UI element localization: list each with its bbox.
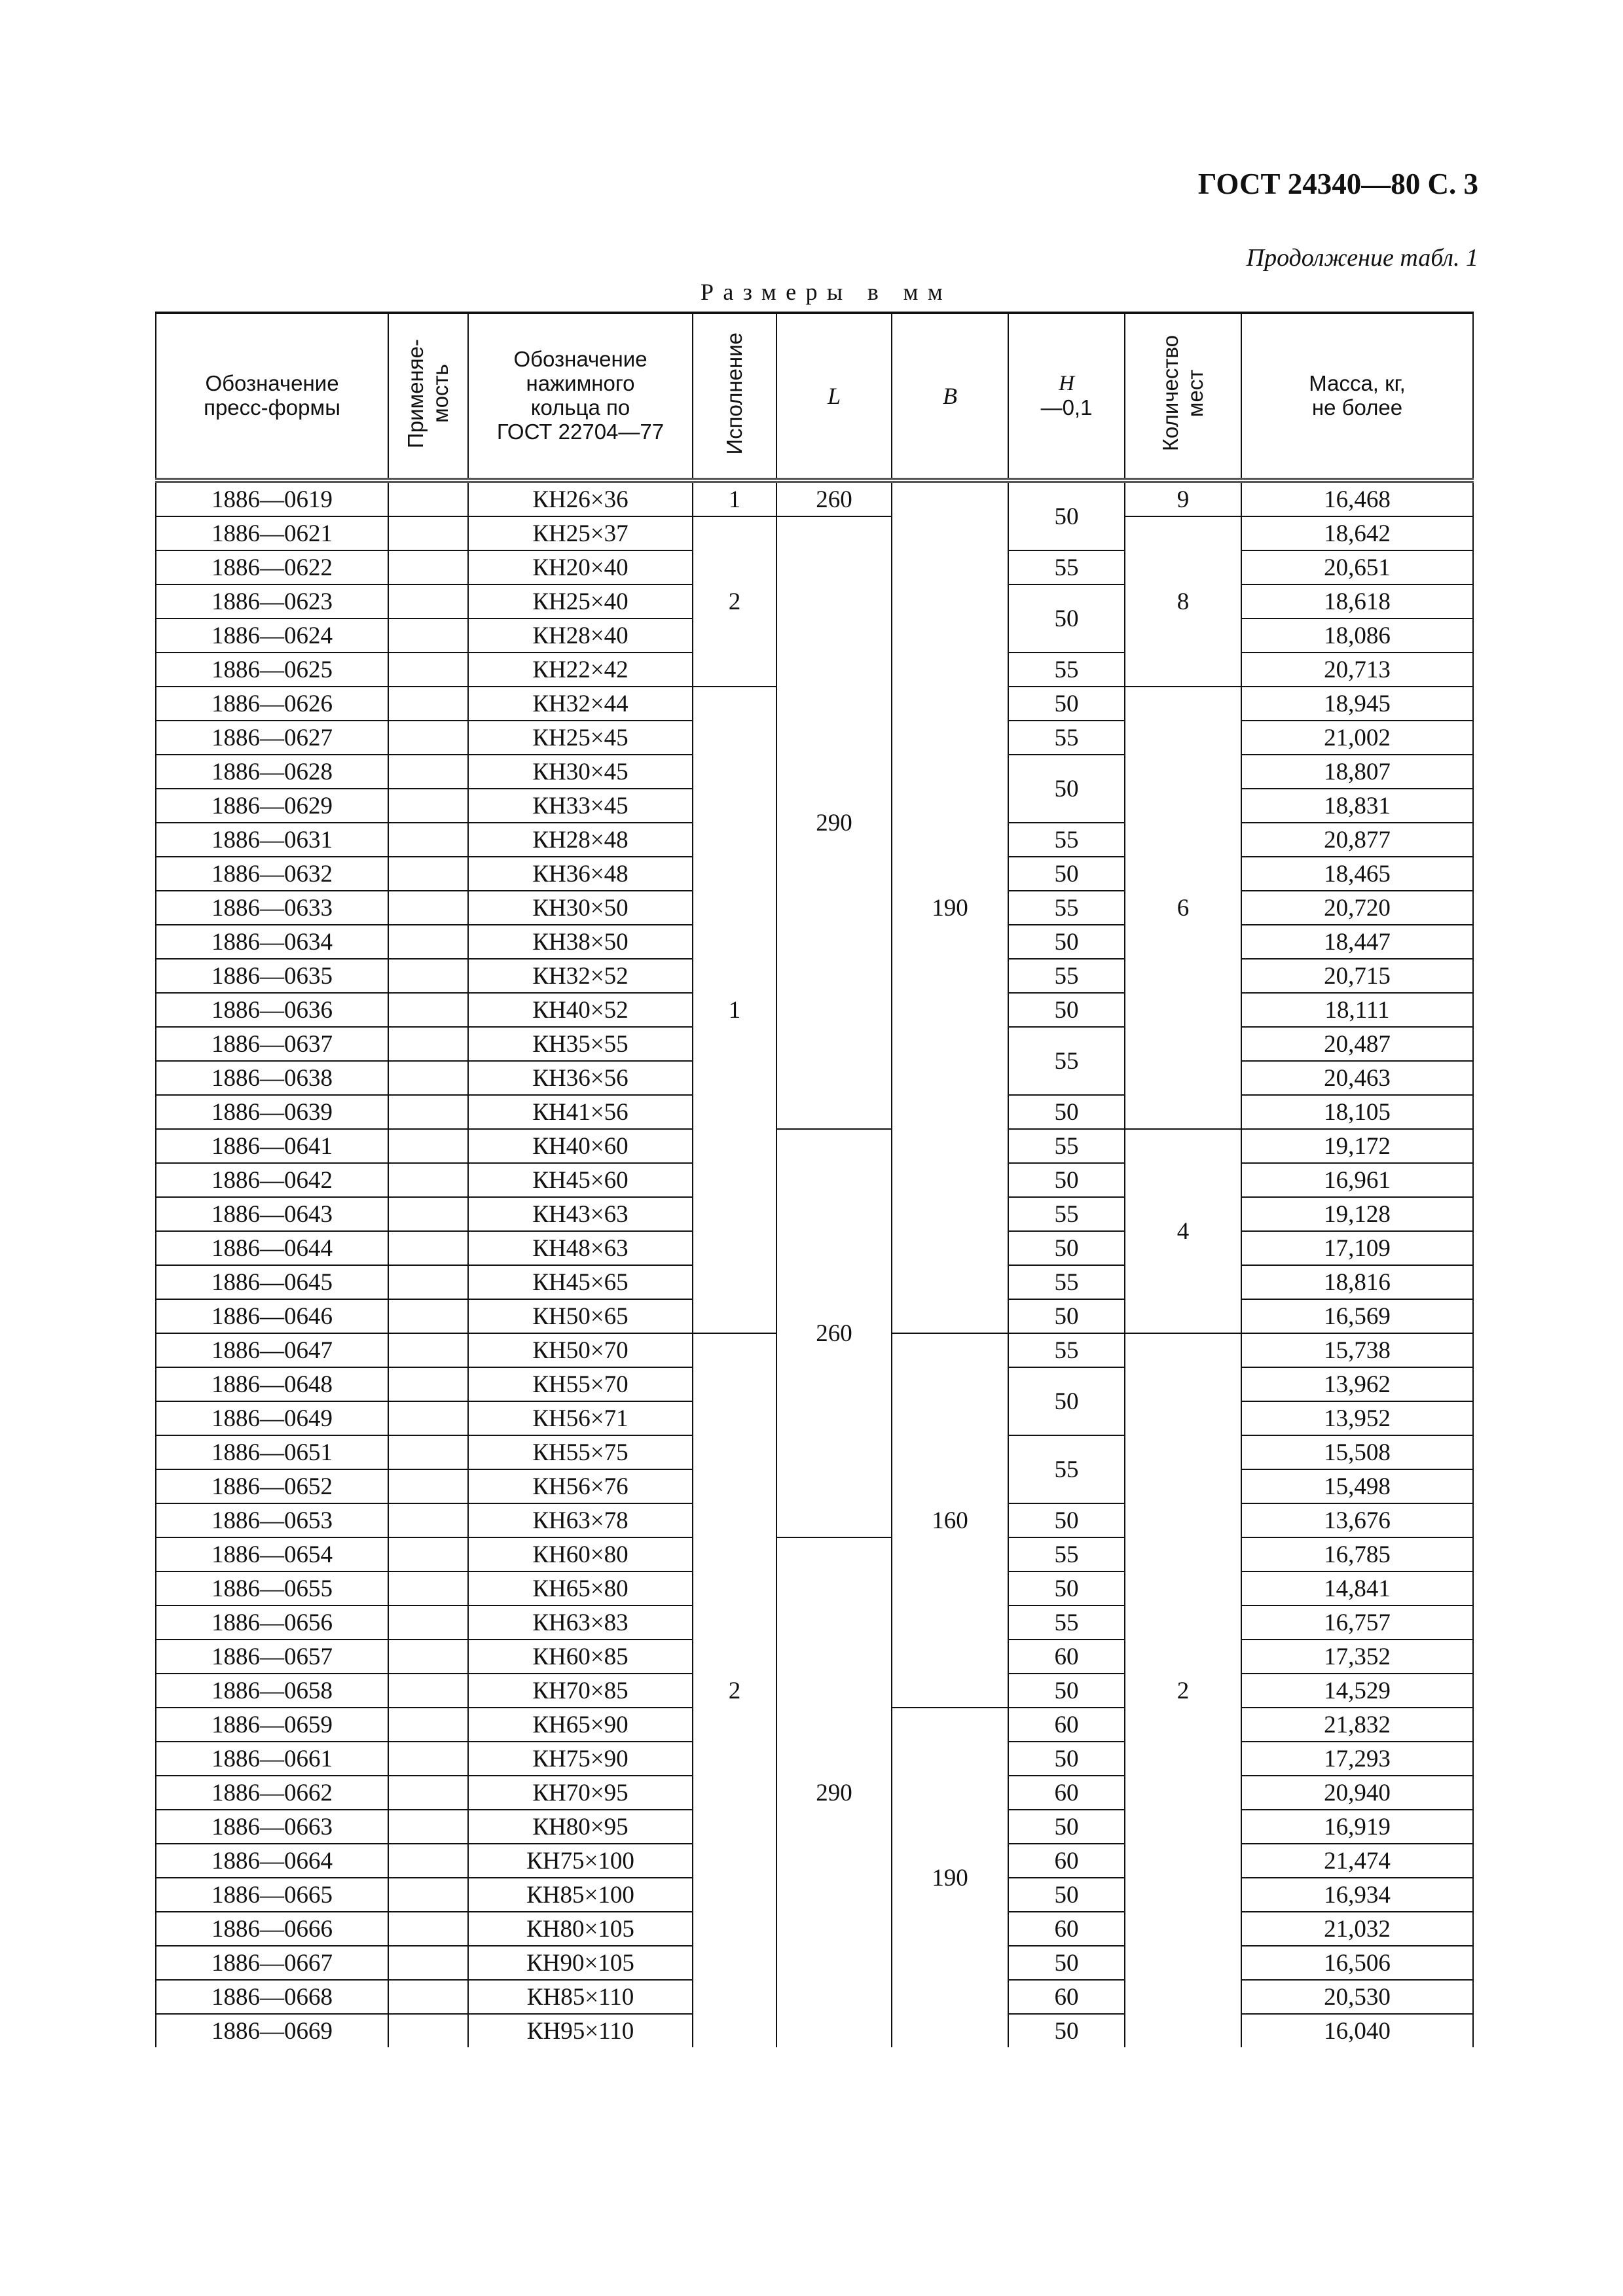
cell-h: 60	[1008, 1844, 1125, 1878]
cell-mass: 21,832	[1241, 1708, 1473, 1742]
cell-h: 55	[1008, 721, 1125, 755]
cell-h: 50	[1008, 755, 1125, 823]
cell-ring: КН40×60	[468, 1129, 693, 1163]
cell-places: 8	[1125, 516, 1241, 687]
cell-mass: 18,618	[1241, 584, 1473, 619]
cell-designation: 1886—0644	[156, 1231, 388, 1265]
cell-applicability	[388, 857, 468, 891]
cell-designation: 1886—0659	[156, 1708, 388, 1742]
cell-designation: 1886—0626	[156, 687, 388, 721]
cell-ring: КН32×44	[468, 687, 693, 721]
cell-mass: 21,002	[1241, 721, 1473, 755]
cell-mass: 16,468	[1241, 480, 1473, 516]
cell-mass: 18,816	[1241, 1265, 1473, 1299]
cell-mass: 16,757	[1241, 1605, 1473, 1640]
cell-applicability	[388, 2014, 468, 2047]
cell-ring: КН50×65	[468, 1299, 693, 1333]
cell-h: 50	[1008, 1503, 1125, 1537]
cell-designation: 1886—0647	[156, 1333, 388, 1367]
cell-mass: 16,961	[1241, 1163, 1473, 1197]
cell-mass: 20,940	[1241, 1776, 1473, 1810]
cell-applicability	[388, 1231, 468, 1265]
cell-ring: КН70×95	[468, 1776, 693, 1810]
cell-applicability	[388, 1435, 468, 1469]
cell-b: 160	[892, 1333, 1008, 1708]
cell-version: 2	[693, 516, 776, 687]
cell-ring: КН65×80	[468, 1571, 693, 1605]
cell-h: 50	[1008, 1367, 1125, 1435]
cell-mass: 20,651	[1241, 550, 1473, 584]
cell-mass: 18,105	[1241, 1095, 1473, 1129]
cell-ring: КН32×52	[468, 959, 693, 993]
cell-h: 50	[1008, 1095, 1125, 1129]
cell-applicability	[388, 1674, 468, 1708]
cell-mass: 19,128	[1241, 1197, 1473, 1231]
cell-mass: 21,474	[1241, 1844, 1473, 1878]
cell-designation: 1886—0635	[156, 959, 388, 993]
cell-places: 2	[1125, 1333, 1241, 2047]
cell-mass: 16,040	[1241, 2014, 1473, 2047]
table-continuation-note: Продолжение табл. 1	[1246, 244, 1478, 272]
cell-applicability	[388, 755, 468, 789]
cell-applicability	[388, 619, 468, 653]
cell-mass: 17,293	[1241, 1742, 1473, 1776]
cell-h: 55	[1008, 823, 1125, 857]
cell-mass: 15,738	[1241, 1333, 1473, 1367]
cell-designation: 1886—0658	[156, 1674, 388, 1708]
cell-designation: 1886—0628	[156, 755, 388, 789]
cell-places: 4	[1125, 1129, 1241, 1333]
cell-designation: 1886—0636	[156, 993, 388, 1027]
cell-ring: КН60×80	[468, 1537, 693, 1571]
cell-ring: КН80×105	[468, 1912, 693, 1946]
cell-applicability	[388, 1810, 468, 1844]
cell-h: 55	[1008, 891, 1125, 925]
cell-designation: 1886—0669	[156, 2014, 388, 2047]
cell-applicability	[388, 516, 468, 550]
cell-mass: 19,172	[1241, 1129, 1473, 1163]
cell-ring: КН41×56	[468, 1095, 693, 1129]
cell-ring: КН85×100	[468, 1878, 693, 1912]
cell-applicability	[388, 823, 468, 857]
cell-applicability	[388, 1571, 468, 1605]
cell-designation: 1886—0622	[156, 550, 388, 584]
table-body	[156, 480, 1473, 2047]
cell-applicability	[388, 1980, 468, 2014]
cell-ring: КН25×37	[468, 516, 693, 550]
cell-designation: 1886—0652	[156, 1469, 388, 1503]
cell-ring: КН33×45	[468, 789, 693, 823]
cell-designation: 1886—0624	[156, 619, 388, 653]
col-l-header: L	[776, 313, 892, 480]
cell-designation: 1886—0649	[156, 1401, 388, 1435]
cell-designation: 1886—0631	[156, 823, 388, 857]
cell-h: 55	[1008, 1027, 1125, 1095]
cell-h: 50	[1008, 1878, 1125, 1912]
table-header-row	[156, 313, 1473, 480]
cell-designation: 1886—0661	[156, 1742, 388, 1776]
cell-mass: 18,807	[1241, 755, 1473, 789]
cell-mass: 13,952	[1241, 1401, 1473, 1435]
cell-designation: 1886—0667	[156, 1946, 388, 1980]
cell-mass: 20,877	[1241, 823, 1473, 857]
cell-designation: 1886—0638	[156, 1061, 388, 1095]
cell-applicability	[388, 959, 468, 993]
cell-ring: КН25×45	[468, 721, 693, 755]
cell-applicability	[388, 1708, 468, 1742]
press-mold-table	[155, 312, 1474, 2047]
cell-designation: 1886—0642	[156, 1163, 388, 1197]
cell-h: 60	[1008, 1980, 1125, 2014]
cell-mass: 21,032	[1241, 1912, 1473, 1946]
cell-applicability	[388, 1537, 468, 1571]
cell-mass: 16,506	[1241, 1946, 1473, 1980]
cell-h: 50	[1008, 1810, 1125, 1844]
cell-ring: КН56×71	[468, 1401, 693, 1435]
cell-designation: 1886—0666	[156, 1912, 388, 1946]
cell-h: 50	[1008, 1946, 1125, 1980]
cell-designation: 1886—0643	[156, 1197, 388, 1231]
cell-h: 55	[1008, 1435, 1125, 1503]
cell-ring: КН85×110	[468, 1980, 693, 2014]
cell-applicability	[388, 480, 468, 516]
cell-h: 55	[1008, 550, 1125, 584]
cell-mass: 18,086	[1241, 619, 1473, 653]
cell-mass: 17,352	[1241, 1640, 1473, 1674]
cell-h: 50	[1008, 1674, 1125, 1708]
cell-ring: КН60×85	[468, 1640, 693, 1674]
cell-designation: 1886—0637	[156, 1027, 388, 1061]
cell-mass: 16,785	[1241, 1537, 1473, 1571]
cell-mass: 20,487	[1241, 1027, 1473, 1061]
cell-applicability	[388, 1605, 468, 1640]
cell-ring: КН28×40	[468, 619, 693, 653]
cell-ring: КН45×65	[468, 1265, 693, 1299]
col-version-header: Исполнение	[693, 313, 776, 480]
table-row	[156, 1537, 1473, 1571]
cell-applicability	[388, 1946, 468, 1980]
cell-mass: 16,934	[1241, 1878, 1473, 1912]
cell-mass: 18,831	[1241, 789, 1473, 823]
cell-ring: КН20×40	[468, 550, 693, 584]
cell-designation: 1886—0641	[156, 1129, 388, 1163]
cell-designation: 1886—0651	[156, 1435, 388, 1469]
cell-h: 55	[1008, 1197, 1125, 1231]
cell-h: 50	[1008, 1742, 1125, 1776]
cell-applicability	[388, 1776, 468, 1810]
cell-h: 50	[1008, 480, 1125, 550]
cell-mass: 18,945	[1241, 687, 1473, 721]
cell-applicability	[388, 1469, 468, 1503]
cell-applicability	[388, 584, 468, 619]
cell-h: 55	[1008, 1265, 1125, 1299]
cell-designation: 1886—0625	[156, 653, 388, 687]
cell-h: 50	[1008, 1163, 1125, 1197]
cell-mass: 20,720	[1241, 891, 1473, 925]
cell-mass: 13,676	[1241, 1503, 1473, 1537]
cell-ring: КН40×52	[468, 993, 693, 1027]
page-header: ГОСТ 24340—80 С. 3	[1197, 168, 1478, 200]
cell-version: 2	[693, 1333, 776, 2047]
cell-mass: 18,465	[1241, 857, 1473, 891]
cell-applicability	[388, 1197, 468, 1231]
cell-designation: 1886—0634	[156, 925, 388, 959]
cell-mass: 14,841	[1241, 1571, 1473, 1605]
cell-applicability	[388, 1844, 468, 1878]
cell-mass: 20,713	[1241, 653, 1473, 687]
cell-mass: 14,529	[1241, 1674, 1473, 1708]
cell-h: 55	[1008, 1605, 1125, 1640]
cell-h: 50	[1008, 584, 1125, 653]
cell-h: 60	[1008, 1708, 1125, 1742]
cell-mass: 20,715	[1241, 959, 1473, 993]
cell-applicability	[388, 1503, 468, 1537]
cell-applicability	[388, 993, 468, 1027]
col-ring-header: Обозначение нажимного кольца по ГОСТ 22704—77	[468, 313, 693, 480]
cell-designation: 1886—0639	[156, 1095, 388, 1129]
cell-applicability	[388, 1129, 468, 1163]
col-h-header: H —0,1	[1008, 313, 1125, 480]
cell-h: 50	[1008, 2014, 1125, 2047]
cell-h: 50	[1008, 857, 1125, 891]
cell-applicability	[388, 1742, 468, 1776]
cell-mass: 20,463	[1241, 1061, 1473, 1095]
cell-applicability	[388, 891, 468, 925]
units-caption: Размеры в мм	[701, 279, 953, 305]
cell-designation: 1886—0646	[156, 1299, 388, 1333]
cell-designation: 1886—0629	[156, 789, 388, 823]
cell-ring: КН55×70	[468, 1367, 693, 1401]
cell-ring: КН90×105	[468, 1946, 693, 1980]
cell-designation: 1886—0662	[156, 1776, 388, 1810]
cell-version: 1	[693, 480, 776, 516]
cell-applicability	[388, 653, 468, 687]
cell-applicability	[388, 925, 468, 959]
cell-h: 55	[1008, 1537, 1125, 1571]
cell-designation: 1886—0621	[156, 516, 388, 550]
cell-designation: 1886—0653	[156, 1503, 388, 1537]
cell-designation: 1886—0654	[156, 1537, 388, 1571]
cell-h: 55	[1008, 653, 1125, 687]
cell-ring: КН25×40	[468, 584, 693, 619]
cell-designation: 1886—0627	[156, 721, 388, 755]
cell-ring: КН28×48	[468, 823, 693, 857]
cell-applicability	[388, 687, 468, 721]
cell-applicability	[388, 1299, 468, 1333]
cell-mass: 13,962	[1241, 1367, 1473, 1401]
cell-ring: КН26×36	[468, 480, 693, 516]
cell-ring: КН75×100	[468, 1844, 693, 1878]
cell-mass: 15,498	[1241, 1469, 1473, 1503]
cell-designation: 1886—0668	[156, 1980, 388, 2014]
cell-ring: КН65×90	[468, 1708, 693, 1742]
cell-ring: КН55×75	[468, 1435, 693, 1469]
cell-designation: 1886—0663	[156, 1810, 388, 1844]
cell-mass: 18,111	[1241, 993, 1473, 1027]
cell-designation: 1886—0632	[156, 857, 388, 891]
cell-applicability	[388, 1333, 468, 1367]
cell-l: 260	[776, 480, 892, 516]
table-row	[156, 1129, 1473, 1163]
table-row	[156, 480, 1473, 516]
cell-ring: КН75×90	[468, 1742, 693, 1776]
cell-mass: 15,508	[1241, 1435, 1473, 1469]
cell-mass: 18,642	[1241, 516, 1473, 550]
cell-l: 290	[776, 1537, 892, 2047]
cell-ring: КН43×63	[468, 1197, 693, 1231]
cell-h: 50	[1008, 1299, 1125, 1333]
cell-applicability	[388, 1163, 468, 1197]
cell-designation: 1886—0665	[156, 1878, 388, 1912]
cell-designation: 1886—0645	[156, 1265, 388, 1299]
cell-applicability	[388, 1095, 468, 1129]
cell-ring: КН30×45	[468, 755, 693, 789]
cell-ring: КН45×60	[468, 1163, 693, 1197]
col-applicability-header: Применяе- мость	[388, 313, 468, 480]
table-row	[156, 516, 1473, 550]
cell-h: 50	[1008, 925, 1125, 959]
col-designation-header: Обозначение пресс-формы	[156, 313, 388, 480]
cell-designation: 1886—0655	[156, 1571, 388, 1605]
cell-h: 50	[1008, 993, 1125, 1027]
cell-version: 1	[693, 687, 776, 1333]
cell-ring: КН36×48	[468, 857, 693, 891]
cell-ring: КН70×85	[468, 1674, 693, 1708]
cell-applicability	[388, 1027, 468, 1061]
cell-mass: 20,530	[1241, 1980, 1473, 2014]
cell-ring: КН30×50	[468, 891, 693, 925]
cell-l: 260	[776, 1129, 892, 1537]
cell-applicability	[388, 721, 468, 755]
cell-mass: 18,447	[1241, 925, 1473, 959]
cell-designation: 1886—0623	[156, 584, 388, 619]
cell-applicability	[388, 1878, 468, 1912]
cell-ring: КН36×56	[468, 1061, 693, 1095]
cell-applicability	[388, 1912, 468, 1946]
cell-b: 190	[892, 480, 1008, 1333]
cell-places: 6	[1125, 687, 1241, 1129]
cell-places: 9	[1125, 480, 1241, 516]
col-places-header: Количество мест	[1125, 313, 1241, 480]
cell-applicability	[388, 1640, 468, 1674]
cell-applicability	[388, 1401, 468, 1435]
cell-ring: КН22×42	[468, 653, 693, 687]
cell-ring: КН50×70	[468, 1333, 693, 1367]
cell-ring: КН63×78	[468, 1503, 693, 1537]
cell-designation: 1886—0664	[156, 1844, 388, 1878]
cell-h: 50	[1008, 687, 1125, 721]
cell-ring: КН48×63	[468, 1231, 693, 1265]
cell-h: 50	[1008, 1231, 1125, 1265]
cell-applicability	[388, 1367, 468, 1401]
cell-ring: КН63×83	[468, 1605, 693, 1640]
cell-designation: 1886—0619	[156, 480, 388, 516]
cell-b: 190	[892, 1708, 1008, 2047]
cell-l: 290	[776, 516, 892, 1129]
cell-mass: 16,919	[1241, 1810, 1473, 1844]
cell-h: 55	[1008, 959, 1125, 993]
cell-h: 60	[1008, 1776, 1125, 1810]
cell-designation: 1886—0656	[156, 1605, 388, 1640]
cell-ring: КН56×76	[468, 1469, 693, 1503]
cell-designation: 1886—0657	[156, 1640, 388, 1674]
cell-ring: КН80×95	[468, 1810, 693, 1844]
cell-mass: 17,109	[1241, 1231, 1473, 1265]
cell-applicability	[388, 1265, 468, 1299]
cell-ring: КН35×55	[468, 1027, 693, 1061]
col-mass-header: Масса, кг, не более	[1241, 313, 1473, 480]
cell-ring: КН95×110	[468, 2014, 693, 2047]
cell-designation: 1886—0648	[156, 1367, 388, 1401]
cell-mass: 16,569	[1241, 1299, 1473, 1333]
cell-ring: КН38×50	[468, 925, 693, 959]
cell-applicability	[388, 1061, 468, 1095]
cell-h: 50	[1008, 1571, 1125, 1605]
cell-designation: 1886—0633	[156, 891, 388, 925]
cell-h: 55	[1008, 1129, 1125, 1163]
cell-h: 60	[1008, 1912, 1125, 1946]
cell-h: 55	[1008, 1333, 1125, 1367]
cell-applicability	[388, 550, 468, 584]
cell-h: 60	[1008, 1640, 1125, 1674]
col-b-header: B	[892, 313, 1008, 480]
cell-applicability	[388, 789, 468, 823]
